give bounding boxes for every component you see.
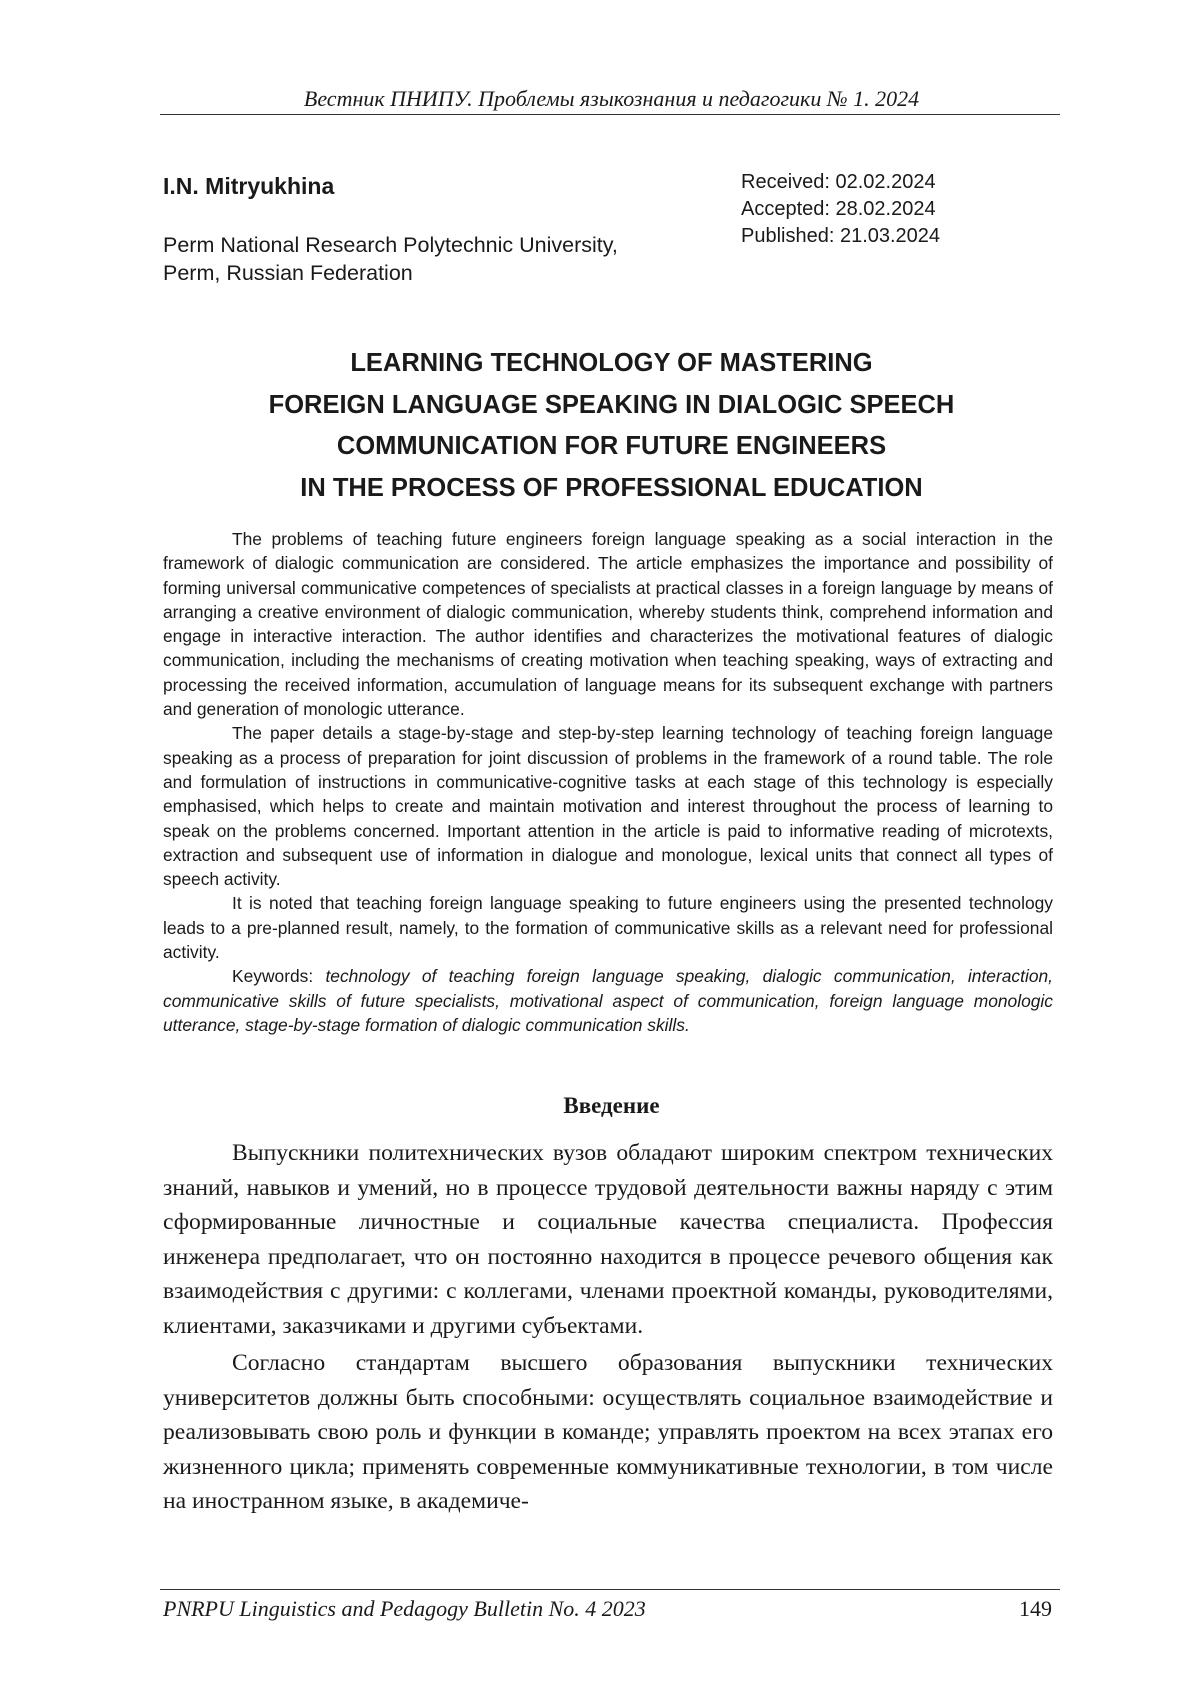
published-date: Published: 21.03.2024: [741, 225, 941, 247]
affiliation: [163, 231, 618, 287]
page-number: 149: [1019, 1596, 1052, 1621]
received-date: Received: 02.02.2024: [741, 171, 936, 193]
author-name: I.N. Mitryukhina: [163, 173, 335, 199]
abstract-paragraph: The paper details a stage-by-stage and step-by-step learning technology of teaching foreign language speaking as a process of preparation for joint discussion of problems in the framework of a round table. The role and formulation of instructions in communicative-cognitive tasks at each stage of this technology is especially emphasised, which helps to create and maintain motivation and interest throughout the process of learning to speak on the problems concerned. Important attention in the article is paid to informative reading of microtexts, extraction and subsequent use of information in dialogue and monologue, lexical units that connect all types of speech activity.: [163, 723, 1053, 890]
body-paragraph: Согласно стандартам высшего образования выпускники технических университетов должны быть способными: осуществлять социальное взаимодействие и реализовывать свою роль и функции в команде; управлять проектом на всех этапах его жизненного цикла; применять современные коммуникативные технологии, в том числе на иностранном языке, в академиче-: [163, 1350, 1053, 1514]
affiliation-line: Perm National Research Polytechnic University,: [163, 233, 618, 257]
accepted-date: Accepted: 28.02.2024: [741, 198, 936, 220]
publication-dates: [741, 169, 940, 250]
header-rule: [160, 114, 1060, 115]
footer-rule: [160, 1589, 1060, 1590]
body-text: [163, 1136, 1053, 1522]
body-paragraph: Выпускники политехнических вузов обладают широким спектром технических знаний, навыков и умений, но в процессе трудовой деятельности важны наряду с этим сформированные личностные и социальные качества специалиста. Профессия инженера предполагает, что он постоянно находится в процессе речевого общения как взаимодействия с другими: с коллегами, членами проектной команды, руководителями, клиентами, заказчиками и другими субъектами.: [163, 1140, 1053, 1339]
affiliation-line: Perm, Russian Federation: [163, 261, 413, 285]
keywords-text: technology of teaching foreign language speaking, dialogic communication, interaction, communicative skills of future specialists, motivational aspect of communication, foreign language monologic utterance, stage-by-stage formation of dialogic communication skills.: [163, 966, 1053, 1035]
abstract: [163, 527, 1053, 1037]
section-heading: Введение: [563, 1093, 660, 1118]
title-line: IN THE PROCESS OF PROFESSIONAL EDUCATION: [300, 473, 923, 502]
article-title: [163, 343, 1060, 509]
abstract-paragraph: The problems of teaching future engineers foreign language speaking as a social interaction in the framework of dialogic communication are considered. The article emphasizes the importance and possibility of forming universal communicative competences of specialists at practical classes in a foreign language by means of arranging a creative environment of dialogic communication, whereby students think, comprehend information and engage in interactive interaction. The author identifies and characterizes the motivational features of dialogic communication, including the mechanisms of creating motivation when teaching speaking, ways of extracting and processing the received information, accumulation of language means for its subsequent exchange with partners and generation of monologic utterance.: [163, 529, 1053, 720]
running-header: Вестник ПНИПУ. Проблемы языкознания и педагогики № 1. 2024: [303, 86, 920, 111]
keywords-label: Keywords:: [232, 966, 314, 987]
title-line: FOREIGN LANGUAGE SPEAKING IN DIALOGIC SPEECH: [268, 390, 955, 419]
footer-journal: PNRPU Linguistics and Pedagogy Bulletin No. 4 2023: [163, 1596, 646, 1621]
abstract-paragraph: It is noted that teaching foreign language speaking to future engineers using the presented technology leads to a pre-planned result, namely, to the formation of communicative skills as a relevant need for professional activity.: [163, 893, 1053, 963]
title-line: LEARNING TECHNOLOGY OF MASTERING: [350, 349, 873, 377]
title-line: COMMUNICATION FOR FUTURE ENGINEERS: [336, 432, 887, 460]
keywords: [163, 964, 1053, 1037]
